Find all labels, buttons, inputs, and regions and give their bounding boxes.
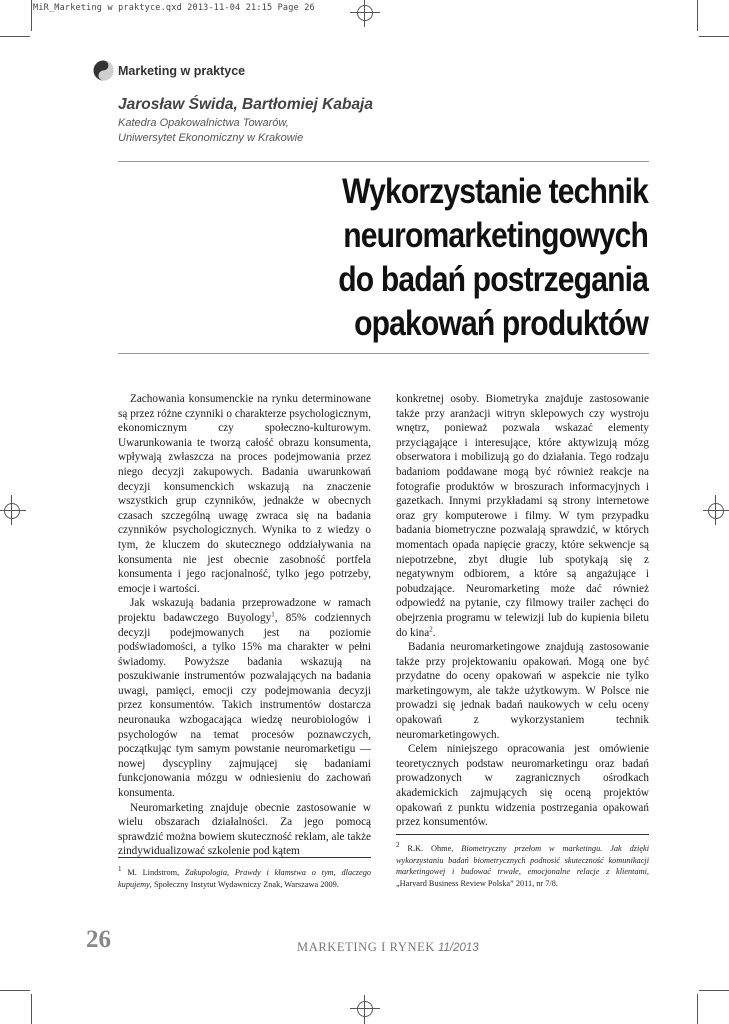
journal-name: MARKETING I RYNEK 11/2013	[297, 940, 479, 954]
footnote-rule-left	[118, 857, 371, 858]
title-line: Wykorzystanie technik	[342, 172, 648, 211]
paragraph: konkretnej osoby. Biometryka znajduje zastosowanie także przy aranżacji witryn sklepowych czy wystroju wnętrz, ponieważ pozwala wskazać elementy przyciągające i interesujące, które aktywizują mózg obserwatora i mobilizują go do działania. Tego rodzaju badaniom poddawane mogą być również reakcje na fotografie produktów w broszurach informacyjnych i gazetkach. Innymi przykładami są strony internetowe oraz gry komputerowe i filmy. W tym przypadku badania biometryczne pozwalają sprawdzić, w których momentach opada napięcie graczy, które sekwencje są niepotrzebne, zbyt długie lub spotykają się z negatywnym odbiorem, a które są angażujące i pobudzające. Neuromarketing może dać również odpowiedź na pytanie, czy filmowy trailer zachęci do obejrzenia programu w telewizji lub do kupienia biletu do kina$^2$.	[396, 393, 649, 639]
affiliation-line-1: Katedra Opakowalnictwa Towarów,	[118, 117, 289, 129]
paragraph: Badania neuromarketingowe znajdują zastosowanie także przy projektowaniu opakowań. Mogą one być przydatne do oceny opakowań w aspekcie nie tylko marketingowym, ale także użytkowym. W Polsce nie prowadzi się jednak badań naukowych w celu oceny opakowań z wykorzystaniem technik neuromarketingowych.	[396, 641, 649, 741]
yin-yang-logo-icon	[93, 60, 114, 81]
footnote-1: $^1$ M. Lindstrom, Zakupologia, Prawdy i kłamstwa o tym, dlaczego kupujemy, Społeczny Instytut Wydawniczy Znak, Warszawa 2009.	[118, 865, 372, 889]
title-line: do badań postrzegania	[338, 260, 648, 299]
body-column-left	[118, 392, 371, 859]
title-line: neuromarketingowych	[343, 216, 648, 255]
paragraph: Celem niniejszego opracowania jest omówienie teoretycznych podstaw neuromarketingu oraz badań prowadzonych w zagranicznych ośrodkach akademickich zajmujących się oceną projektów opakowań z punktu widzenia postrzegania opakowań przez konsumentów.	[396, 743, 649, 829]
article-authors: Jarosław Świda, Bartłomiej Kabaja	[118, 96, 373, 113]
article-title	[270, 170, 648, 346]
printer-slug: MiR_Marketing w praktyce.qxd 2013-11-04 21:15 Page 26	[33, 3, 315, 13]
footnote-rule-right	[396, 834, 649, 835]
body-column-right	[396, 392, 649, 830]
page-number: 26	[86, 926, 111, 953]
paragraph: Zachowania konsumenckie na rynku determinowane są przez różne czynniki o charakterze psychologicznym, ekonomicznym czy społeczno-kulturowym. Uwarunkowania te tworzą całość obrazu konsumenta, wpływają zwłaszcza na proces podejmowania przez niego decyzji zakupowych. Badania uwarunkowań decyzji konsumenckich wskazują na znaczenie wszystkich grup czynników, jednakże w obecnych czasach szczególną uwagę zwraca się na badania czynników psychologicznych. Wynika to z wiedzy o tym, że kluczem do skutecznego oddziaływania na konsumenta nie jest obecnie zasobność portfela konsumenta i jego racjonalność, tylko jego potrzeby, emocje i wartości.	[118, 393, 371, 595]
paragraph: Neuromarketing znajduje obecnie zastosowanie w wielu obszarach działalności. Za jego pomocą sprawdzić można bowiem skuteczność reklam, ale także zindywidualizować szkolenie pod kątem	[118, 801, 371, 858]
journal-issue: 11/2013	[437, 942, 479, 954]
section-label: Marketing w praktyce	[118, 64, 246, 78]
paragraph: Jak wskazują badania przeprowadzone w ramach projektu badawczego Buyology$^1$, 85% codziennych decyzji podejmowanych jest na poziomie podświadomości, a tylko 15% ma charakter w pełni świadomy. Powyższe badania wskazują na poszukiwanie instrumentów pozwalających na badania uwagi, pamięci, emocji czy podejmowania decyzji przez konsumentów. Takich instrumentów dostarcza neuronauka wzbogacająca wiedzę neurobiologów i psychologów na temat procesów poznawczych, początkując tym samym powstanie neuromarketigu — nowej dyscypliny zajmującej się badaniami funkcjonowania mózgu w odniesieniu do zachowań konsumenta.	[118, 597, 372, 800]
footnote-ref: 2	[429, 624, 433, 633]
footnote-2: $^2$ R.K. Ohme, Biometryczny przełom w marketingu. Jak dzięki wykorzystaniu badań biometrycznych podnosić skuteczność komunikacji marketingowej i budować trwałe, emocjonalne relacje z klientami, „Harvard Business Review Polska” 2011, nr 7/8.	[396, 841, 649, 888]
title-bottom-rule	[118, 353, 649, 354]
title-top-rule	[118, 161, 649, 162]
footnote-ref: 1	[271, 610, 275, 619]
title-line: opakowań produktów	[354, 304, 648, 343]
affiliation-line-2: Uniwersytet Ekonomiczny w Krakowie	[118, 132, 304, 144]
